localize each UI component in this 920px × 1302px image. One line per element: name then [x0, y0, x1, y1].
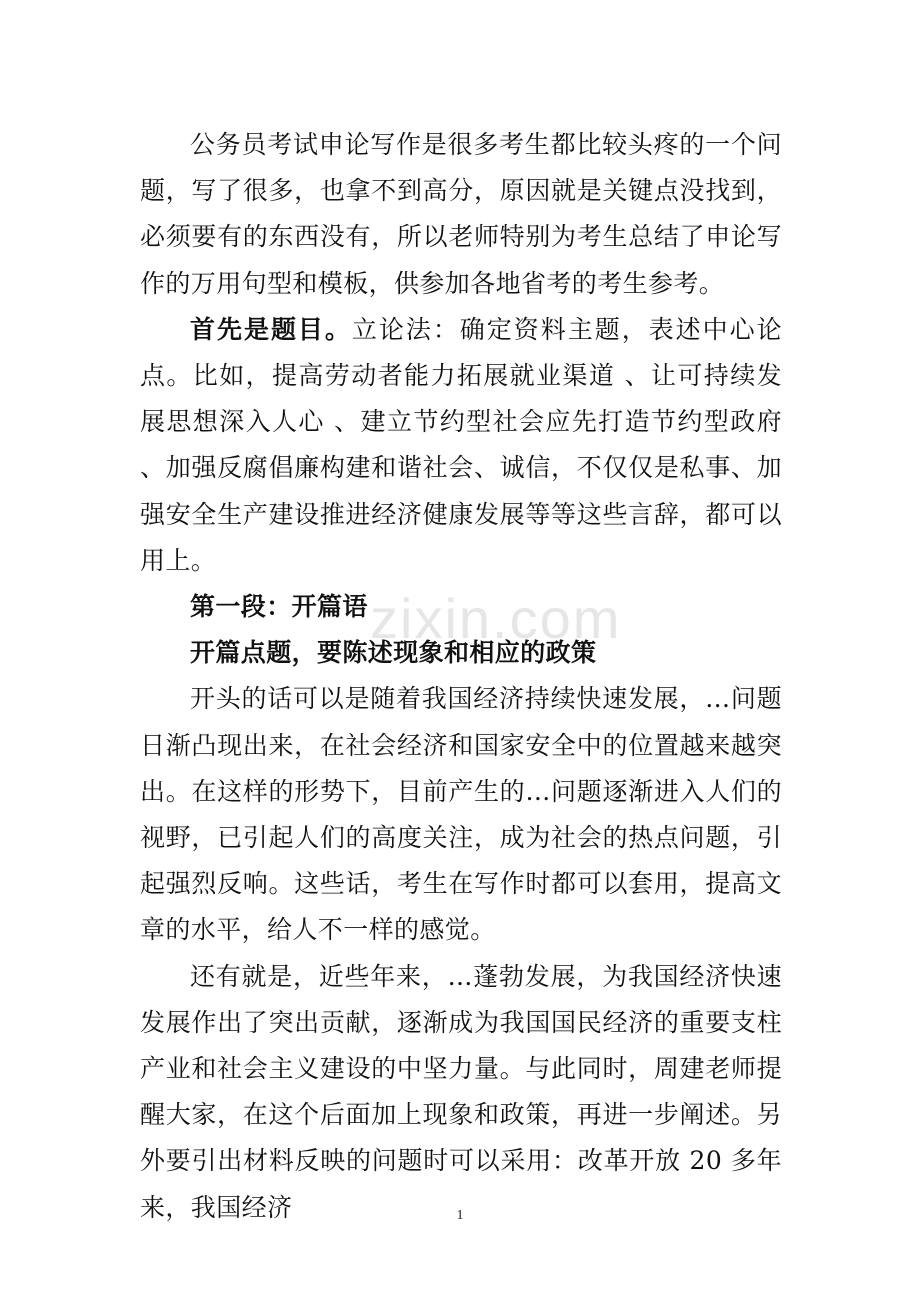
intro-paragraph: [140, 122, 782, 307]
subsection-heading: 开篇点题，要陈述现象和相应的政策: [190, 638, 597, 668]
watermark: zixin.com: [370, 587, 622, 650]
paragraph-text: 开头的话可以是随着我国经济持续快速发展，…问题日渐凸现出来，在社会经济和国家安全中的位置越来越突出。在这样的形势下，目前产生的…问题逐渐进入人们的视野，已引起人们的高度关注，成为社会的热点问题，引起强烈反响。这些话，考生在写作时都可以套用，提高文章的水平，给人不一样的感觉。: [140, 684, 782, 945]
paragraph-lead: 首先是题目。: [190, 314, 352, 344]
opening-paragraph: [140, 676, 782, 953]
paragraph-text: 公务员考试申论写作是很多考生都比较头疼的一个问题，写了很多，也拿不到高分，原因就是关键点没找到，必须要有的东西没有，所以老师特别为考生总结了申论写作的万用句型和模板，供参加各地省考的考生参考。: [140, 130, 782, 298]
document-body: [140, 122, 782, 1231]
paragraph-text: 还有就是，近些年来，…蓬勃发展，为我国经济快速发展作出了突出贡献，逐渐成为我国国民经济的重要支柱产业和社会主义建设的中坚力量。与此同时，周建老师提醒大家，在这个后面加上现象和政策，再进一步阐述。另外要引出材料反映的问题时可以采用：改革开放 20 多年来，我国经济: [140, 961, 782, 1222]
section-heading: 第一段：开篇语: [190, 592, 368, 622]
development-paragraph: [140, 954, 782, 1231]
title-paragraph: [140, 307, 782, 584]
paragraph-text: 立论法：确定资料主题，表述中心论点。比如，提高劳动者能力拓展就业渠道 、让可持续发展思想深入人心 、建立节约型社会应先打造节约型政府 、加强反腐倡廉构建和谐社会、诚信，不仅仅是私事、加强安全生产建设推进经济健康发展等等这些言辞，都可以用上。: [140, 314, 782, 575]
page-number: 1: [456, 1208, 464, 1223]
